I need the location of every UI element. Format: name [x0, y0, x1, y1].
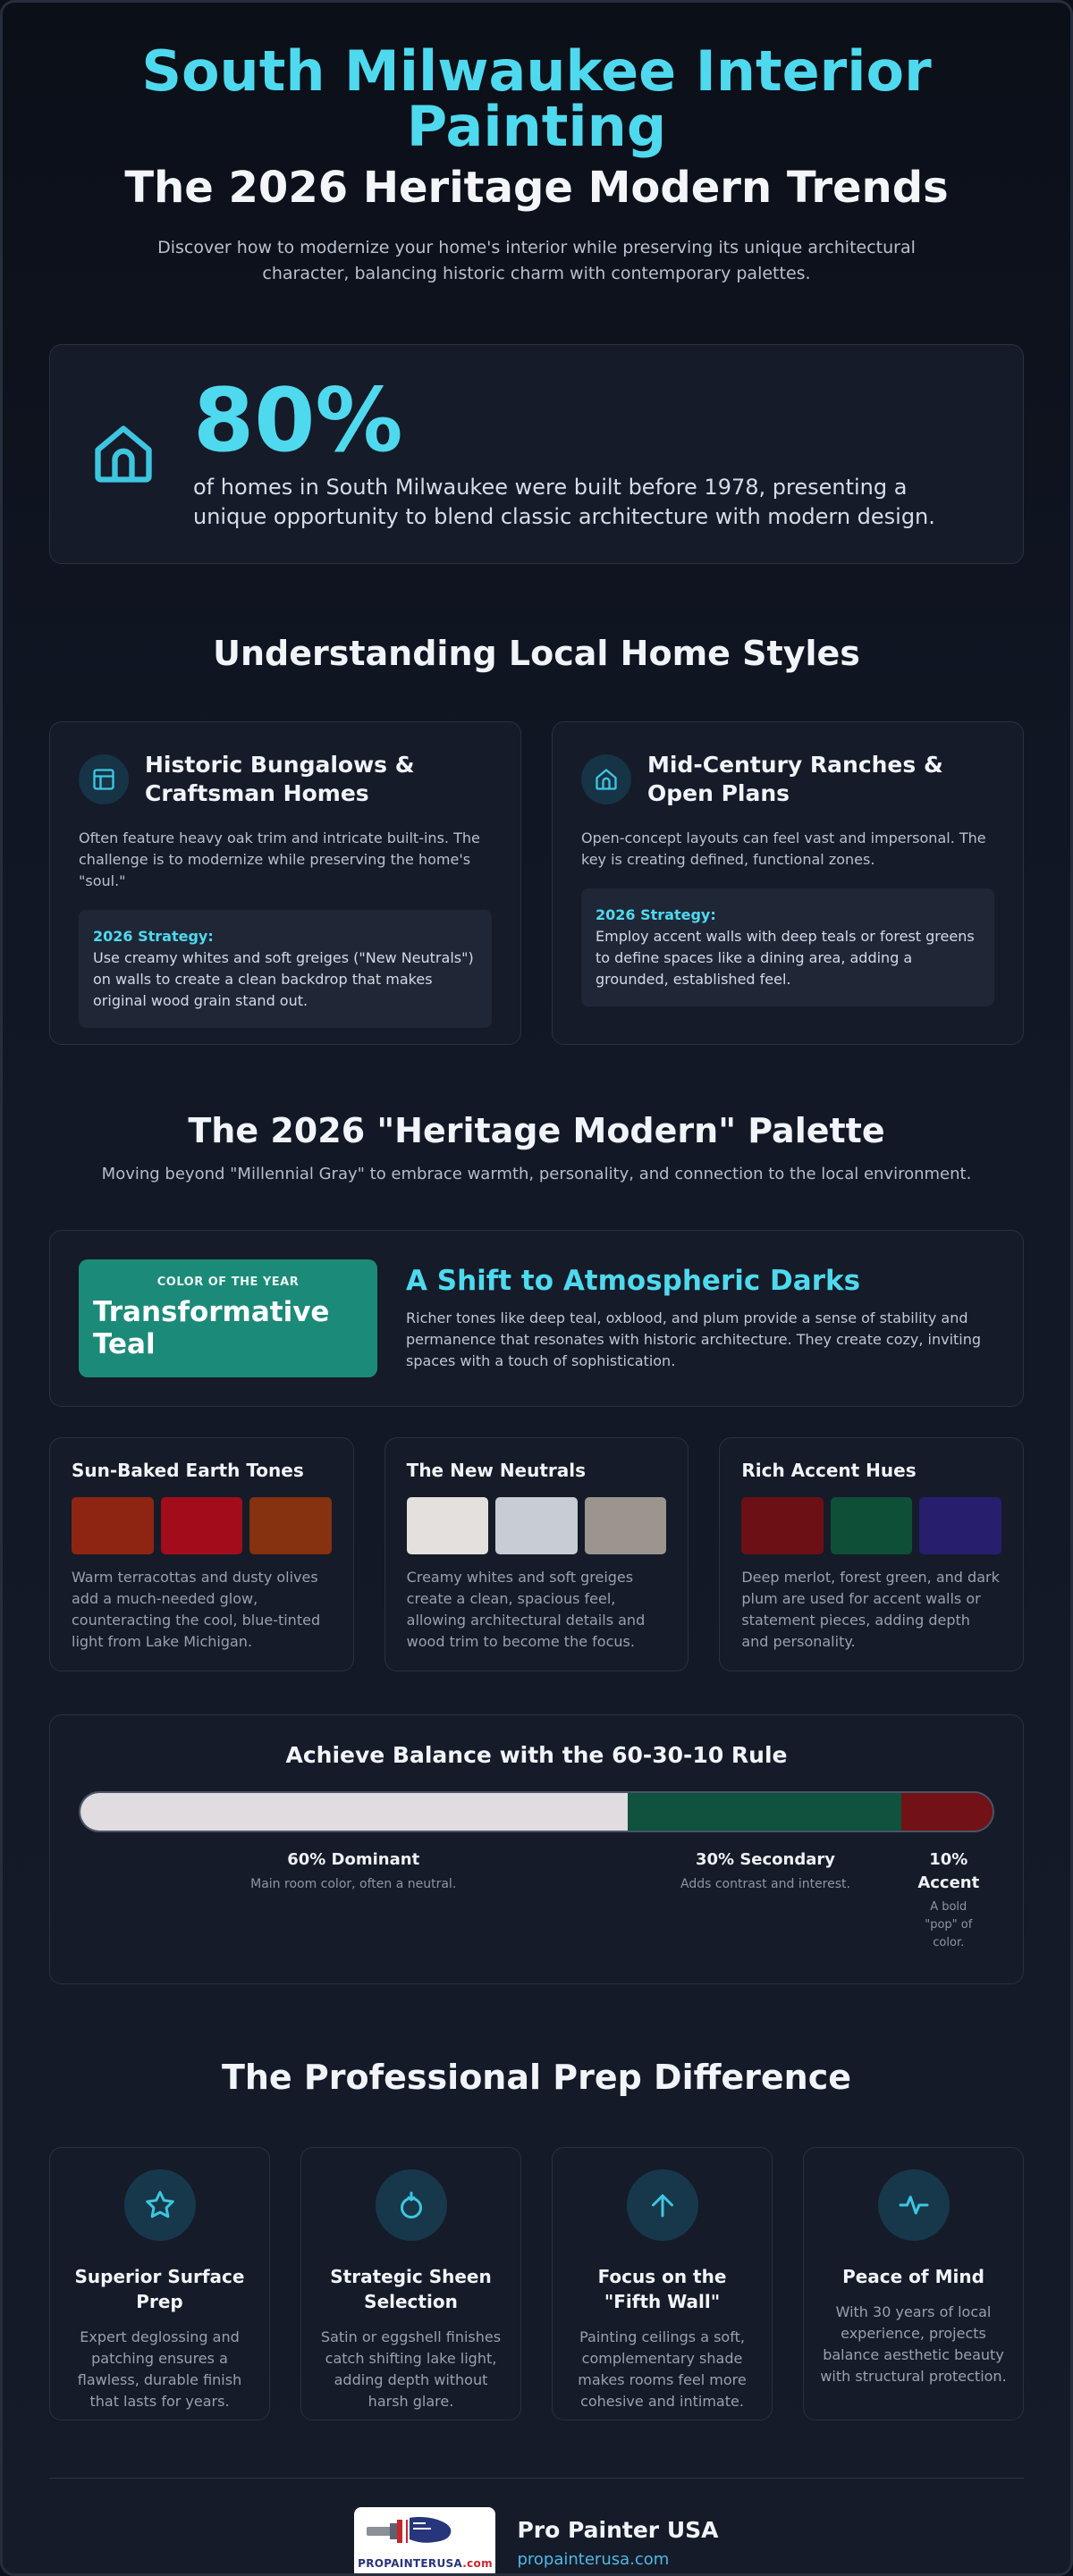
shift-title: A Shift to Atmospheric Darks: [406, 1265, 861, 1297]
rule-60-30-10: [49, 1714, 1024, 1984]
prep-card-title: Focus on the "Fifth Wall": [597, 2266, 727, 2312]
legend-desc: Main room color, often a neutral.: [250, 1877, 457, 1891]
style-card-ranches: [552, 721, 1024, 1045]
prep-card-title: Strategic Sheen Selection: [330, 2266, 492, 2312]
style-card-title: Historic Bungalows & Craftsman Homes: [145, 752, 415, 806]
palette-groups: [49, 1437, 1024, 1671]
color-chip: [741, 1497, 824, 1554]
legend-accent: [903, 1848, 994, 1952]
palette-card-text: Warm terracottas and dusty olives add a much-needed glow, counteracting the cool, blue-tinted light from Lake Michigan.: [72, 1569, 321, 1650]
legend-dominant: [79, 1848, 628, 1952]
palette-card-title: Sun-Baked Earth Tones: [72, 1460, 304, 1481]
legend-label: 60% Dominant: [287, 1850, 420, 1869]
palette-card-title: The New Neutrals: [406, 1460, 587, 1481]
brand-url-link[interactable]: propainterusa.com: [517, 2550, 670, 2569]
prep-card-sheen: [300, 2147, 521, 2420]
color-chip: [407, 1497, 489, 1554]
prep-card-surface: [49, 2147, 270, 2420]
color-chip: [72, 1497, 154, 1554]
strategy-box: [79, 910, 492, 1028]
section-title-prep: The Professional Prep Difference: [221, 2058, 852, 2097]
color-chip: [249, 1497, 332, 1554]
prep-card-text: Expert deglossing and patching ensures a flawless, durable finish that lasts for years.: [77, 2328, 242, 2410]
rule-title: Achieve Balance with the 60-30-10 Rule: [285, 1742, 788, 1768]
palette-subtitle: Moving beyond "Millennial Gray" to embrace warmth, personality, and connection to the local environment.: [101, 1165, 972, 1183]
intro-text: Discover how to modernize your home's interior while preserving its unique architectural character, balancing historic charm with contemporary palettes.: [157, 238, 916, 283]
color-chip: [919, 1497, 1001, 1554]
prep-features: [49, 2147, 1024, 2420]
strategy-text: Use creamy whites and soft greiges ("New Neutrals") on walls to create a clean backdrop that makes original wood grain stand out.: [93, 949, 474, 1009]
strategy-label: 2026 Strategy:: [596, 906, 716, 923]
legend-label: 10% Accent: [917, 1850, 980, 1892]
palette-card-text: Creamy whites and soft greiges create a clean, spacious feel, allowing architectural details and wood trim to become the focus.: [406, 1569, 646, 1650]
pulse-icon: [878, 2169, 950, 2241]
color-chips: [407, 1497, 667, 1554]
palette-card-text: Deep merlot, forest green, and dark plum are used for accent walls or statement pieces, adding depth and personality.: [741, 1569, 1000, 1650]
logo-mark: [354, 2507, 495, 2561]
palette-card-earth: [49, 1437, 354, 1671]
prep-card-peace: [803, 2147, 1024, 2420]
secondary-segment: [628, 1793, 901, 1831]
color-of-year-swatch: [79, 1259, 377, 1377]
color-chip: [831, 1497, 913, 1554]
hero: [49, 3, 1024, 287]
layout-icon: [79, 754, 129, 804]
color-chips: [72, 1497, 332, 1554]
style-card-desc: Often feature heavy oak trim and intricate built-ins. The challenge is to modernize while preserving the home's "soul.": [79, 829, 480, 889]
proportion-bar: [79, 1791, 994, 1832]
color-of-year-panel: [49, 1230, 1024, 1407]
shift-text: Richer tones like deep teal, oxblood, and plum provide a sense of stability and permanence that resonates with historic architecture. They create cozy, inviting spaces with a touch of sophistication.: [406, 1309, 982, 1369]
star-icon: [124, 2169, 196, 2241]
color-chip: [585, 1497, 667, 1554]
style-card-bungalows: [49, 721, 521, 1045]
prep-card-ceiling: [552, 2147, 773, 2420]
page-subtitle: The 2026 Heritage Modern Trends: [124, 163, 949, 213]
dominant-segment: [80, 1793, 628, 1831]
palette-card-title: Rich Accent Hues: [741, 1460, 917, 1481]
rule-legend: [79, 1848, 994, 1952]
home-icon: [89, 420, 157, 488]
legend-label: 30% Secondary: [695, 1850, 835, 1869]
prep-card-title: Superior Surface Prep: [74, 2266, 245, 2312]
page-title: South Milwaukee Interior Painting: [141, 38, 932, 159]
footer-divider: [49, 2478, 1024, 2479]
stat-box: [49, 344, 1024, 564]
color-chip: [495, 1497, 578, 1554]
footer: [49, 2507, 1024, 2576]
brand-logo: [354, 2507, 495, 2576]
prep-card-text: Satin or eggshell finishes catch shifting lake light, adding depth without harsh glare.: [320, 2328, 502, 2410]
home-styles: [49, 721, 1024, 1045]
section-title-home-styles: Understanding Local Home Styles: [213, 634, 860, 673]
color-chips: [741, 1497, 1001, 1554]
strategy-text: Employ accent walls with deep teals or forest greens to define spaces like a dining area, adding a grounded, established feel.: [596, 928, 975, 988]
color-of-year-name: Transformative Teal: [93, 1296, 330, 1360]
drop-icon: [376, 2169, 447, 2241]
brand-name: Pro Painter USA: [517, 2517, 719, 2543]
style-card-desc: Open-concept layouts can feel vast and impersonal. The key is creating defined, functional zones.: [581, 829, 986, 868]
section-title-palette: The 2026 "Heritage Modern" Palette: [188, 1111, 885, 1150]
palette-card-accents: [719, 1437, 1024, 1671]
palette-card-neutrals: [384, 1437, 689, 1671]
legend-secondary: [628, 1848, 902, 1952]
stat-text: of homes in South Milwaukee were built before 1978, presenting a unique opportunity to blend classic architecture with modern design.: [193, 475, 935, 529]
prep-card-title: Peace of Mind: [842, 2266, 984, 2287]
color-of-year-label: COLOR OF THE YEAR: [156, 1275, 300, 1289]
logo-wordmark: PROPAINTERUSA.com: [358, 2557, 493, 2570]
stat-value: 80%: [193, 370, 403, 472]
strategy-label: 2026 Strategy:: [93, 928, 214, 945]
style-card-title: Mid-Century Ranches & Open Plans: [647, 752, 943, 806]
accent-segment: [901, 1793, 993, 1831]
home-icon: [581, 754, 631, 804]
prep-card-text: Painting ceilings a soft, complementary shade makes rooms feel more cohesive and intimate.: [578, 2328, 747, 2410]
strategy-box: [581, 888, 994, 1006]
legend-desc: A bold "pop" of color.: [925, 1900, 973, 1949]
legend-desc: Adds contrast and interest.: [680, 1877, 850, 1891]
prep-card-text: With 30 years of local experience, projects balance aesthetic beauty with structural protection.: [820, 2303, 1007, 2385]
color-chip: [161, 1497, 243, 1554]
arrow-up-icon: [627, 2169, 698, 2241]
